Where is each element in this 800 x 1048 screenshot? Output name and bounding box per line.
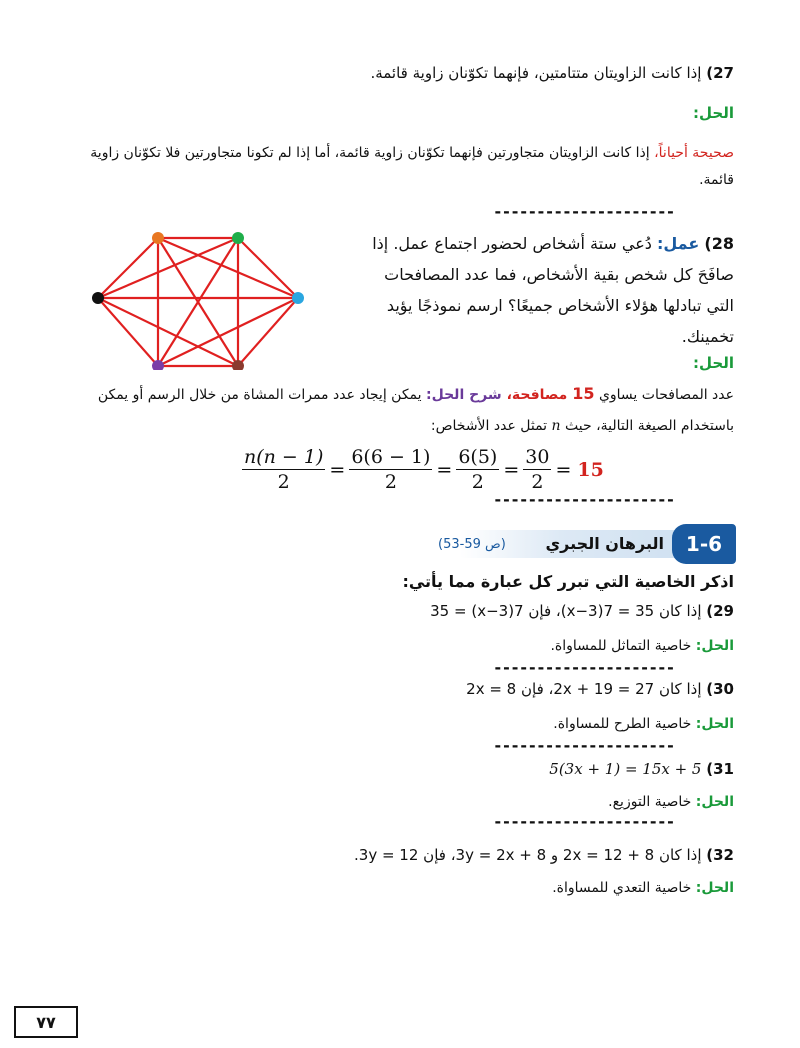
question-number: 30) [706,680,734,698]
solution-text: خاصية التماثل للمساواة. [550,638,696,654]
graph-edge [98,238,158,298]
variable: n [551,418,561,434]
solution-31 [608,794,734,810]
question-text-line: تخمينك. [681,327,734,346]
solution-text: خاصية الطرح للمساواة. [553,716,696,732]
question-text-line: صافَحَ كل شخص بقية الأشخاص، فما عدد المصافحات [384,265,734,284]
question-text: إذا كانت الزاويتان متتامتين، فإنهما تكوّنان زاوية قائمة. [370,64,702,82]
numerator: 30 [525,446,550,468]
answer-text: صحيحة أحياناً، [654,145,734,161]
solution-line-2 [34,418,734,434]
fraction [523,446,551,493]
question-text: 5(3x + 1) = 15x + 5 [549,760,702,778]
answer-unit: مصافحة، [506,387,573,403]
question-number: 31) [706,760,734,778]
graph-vertex [232,232,244,244]
solution-label: الحل: [695,638,734,654]
graph-edge [238,238,298,298]
divider: --------------------- [493,736,675,755]
graph-edge [158,238,298,298]
solution-line-1 [34,384,734,403]
explanation-label: شرح الحل: [426,387,507,403]
question-number: 29) [706,602,734,620]
solution-label: الحل: [693,104,734,122]
section-number: 1-6 [672,524,736,564]
solution-text: عدد المصافحات يساوي [594,387,734,403]
solution-text: خاصية التوزيع. [608,794,696,810]
question-31 [549,760,734,778]
question-text: إذا كان 35 = 7(x−3)، فإن 7(x−3) = 35 [430,602,702,620]
solution-label: الحل: [695,880,734,896]
graph-vertex [292,292,304,304]
solution-29 [550,638,734,654]
section-title: البرهان الجبري [545,534,664,553]
numerator: 6(6 − 1) [351,446,431,468]
explanation-text: إذا كانت الزاويتان متجاورتين فإنهما تكوّنان زاوية قائمة، أما إذا لم تكونا متجاورتين فلا تكوّنان زاوية [90,145,655,161]
graph-vertex [152,232,164,244]
solution-text: خاصية التعدي للمساواة. [552,880,696,896]
handshake-graph [88,226,310,370]
numerator: 6(5) [458,446,498,468]
question-text-line: التي تبادلها هؤلاء الأشخاص جميعًا؟ ارسم نموذجًا يؤيد [386,296,734,315]
denominator: 2 [277,471,290,493]
question-number: 28) [704,234,734,253]
divider: --------------------- [493,658,675,677]
denominator: 2 [471,471,484,493]
graph-edge [238,298,298,366]
solution-label: الحل: [693,354,734,372]
instructions: اذكر الخاصية التي تبرر كل عبارة مما يأتي: [402,572,734,591]
solution-30 [553,716,734,732]
denominator: 2 [531,471,544,493]
section-header [420,524,736,564]
denominator: 2 [384,471,397,493]
solution-text: يمكن إيجاد عدد ممرات المشاة من خلال الرسم أو يمكن [97,387,426,403]
fraction [456,446,499,493]
result: 15 [577,458,604,481]
section-pages: (ص 59-53) [438,537,506,552]
question-text: إذا كان 8 + 2x = 12 و 3y = 2x + 8، فإن 3y = 12. [354,846,702,864]
question-label: عمل: [656,234,700,253]
answer-number: 15 [572,384,595,403]
explanation-continued: قائمة. [699,172,734,188]
graph-edge [98,298,158,366]
page-number: ٧٧ [14,1006,78,1038]
question-32 [354,846,734,864]
question-29 [430,602,734,620]
graph-edge [98,238,238,298]
solution-label: الحل: [695,794,734,810]
divider: --------------------- [493,490,675,509]
solution-32 [552,880,734,896]
fraction [242,446,325,493]
question-number: 32) [706,846,734,864]
question-28 [314,228,734,352]
solution-text-27 [54,138,734,168]
question-text-line: دُعي ستة أشخاص لحضور اجتماع عمل. إذا [372,234,652,253]
question-number: 27) [706,64,734,82]
question-text: إذا كان 27 = 2x + 19، فإن 2x = 8 [466,680,702,698]
question-27 [34,64,734,82]
solution-text: باستخدام الصيغة التالية، حيث [560,418,734,434]
solution-text: تمثل عدد الأشخاص: [430,418,552,434]
graph-vertex [92,292,104,304]
fraction [349,446,432,493]
divider: --------------------- [493,202,675,221]
formula: $\frac{n(n - 1)}{2}$ = $\frac{6(6 - 1)}{2}$ = $\frac{6(5)}{2}$ = $\frac{30}{2}$ = 15 [244,446,604,493]
question-30 [466,680,734,698]
divider: --------------------- [493,812,675,831]
numerator: n(n − 1) [244,446,324,468]
solution-label: الحل: [695,716,734,732]
